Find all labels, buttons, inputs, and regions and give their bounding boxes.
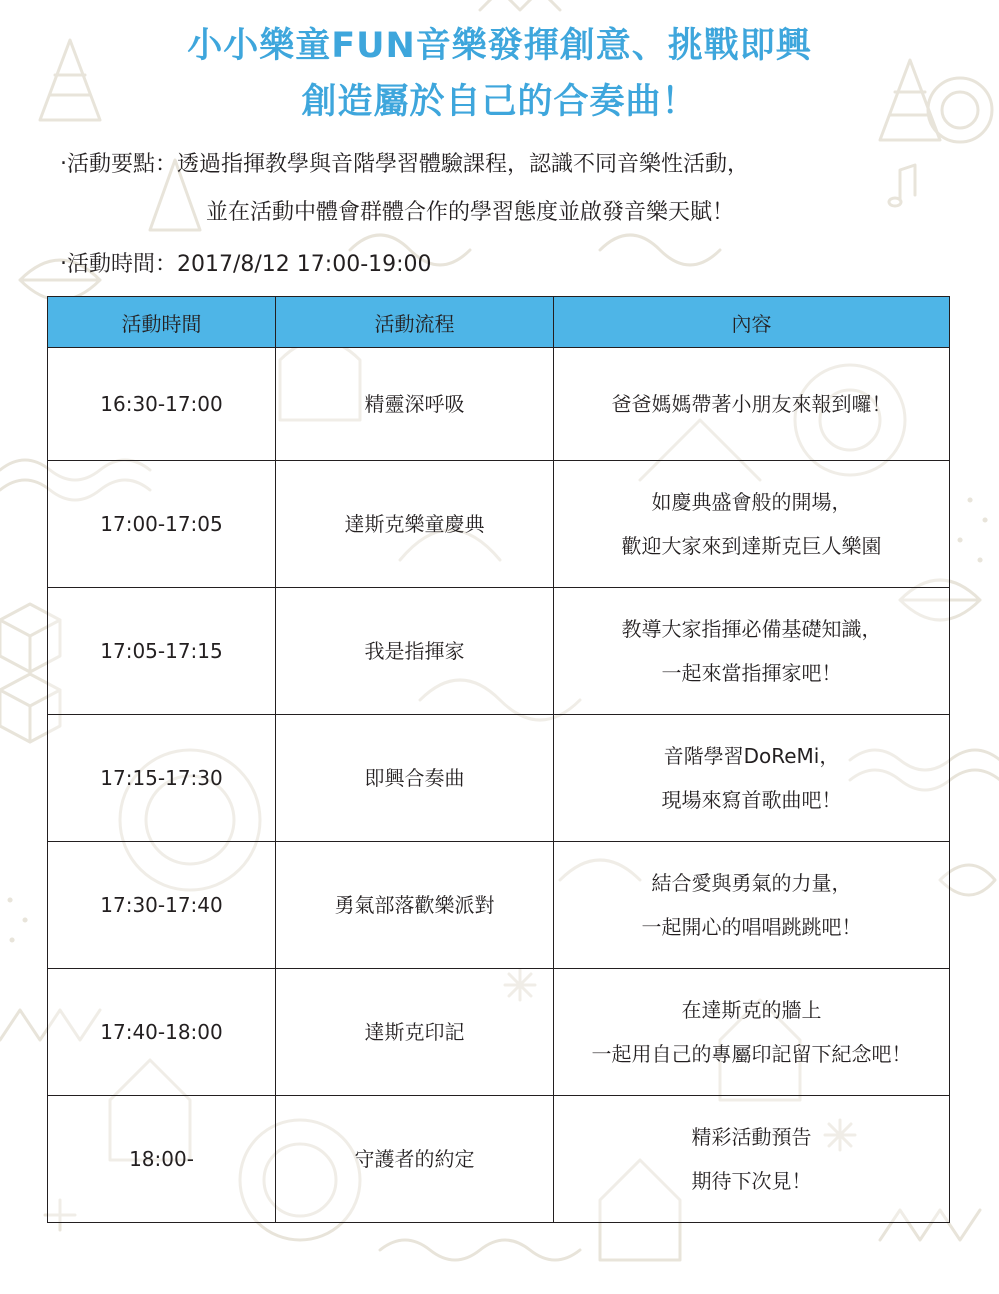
cell-time: 17:05-17:15 [48,588,276,715]
table-row [48,715,950,842]
cell-activity: 精靈深呼吸 [276,348,554,461]
cell-activity: 達斯克印記 [276,969,554,1096]
content-line: 現場來寫首歌曲吧！ [661,788,842,812]
cell-activity: 我是指揮家 [276,588,554,715]
table-header-row [48,297,950,348]
page-title-line1: 小小樂童FUN音樂發揮創意、挑戰即興 [187,26,812,66]
table-row [48,348,950,461]
table-row [48,969,950,1096]
page-title-line2: 創造屬於自己的合奏曲！ [301,82,698,122]
cell-content [554,842,950,969]
content-line: 一起來當指揮家吧！ [661,661,842,685]
cell-time: 17:00-17:05 [48,461,276,588]
cell-time: 17:40-18:00 [48,969,276,1096]
table-row [48,461,950,588]
table-row [48,1096,950,1223]
content-line: 歡迎大家來到達斯克巨人樂園 [621,534,882,558]
content-line: 結合愛與勇氣的力量， [651,871,852,895]
content-line: 爸爸媽媽帶著小朋友來報到囉！ [611,392,892,416]
content-line: 期待下次見！ [691,1169,812,1193]
cell-activity: 達斯克樂童慶典 [276,461,554,588]
cell-content [554,969,950,1096]
cell-time: 17:30-17:40 [48,842,276,969]
content-line: 一起用自己的專屬印記留下紀念吧！ [591,1042,912,1066]
content-line: 音階學習DoReMi， [663,744,840,768]
content-line: 一起開心的唱唱跳跳吧！ [641,915,862,939]
activity-time-line: ‧活動時間：2017/8/12 17:00-19:00 [60,252,432,277]
activity-point-line2: 並在活動中體會群體合作的學習態度並啟發音樂天賦！ [206,200,735,225]
cell-time: 18:00- [48,1096,276,1223]
cell-content [554,461,950,588]
cell-content [554,588,950,715]
content-line: 教導大家指揮必備基礎知識， [621,617,882,641]
activity-point-line1: ‧活動要點：透過指揮教學與音階學習體驗課程，認識不同音樂性活動， [60,152,749,177]
table-row [48,842,950,969]
schedule-table [47,296,950,1223]
column-header-time: 活動時間 [48,297,276,348]
cell-content [554,348,950,461]
cell-time: 17:15-17:30 [48,715,276,842]
column-header-content: 內容 [554,297,950,348]
cell-activity: 守護者的約定 [276,1096,554,1223]
content-line: 在達斯克的牆上 [681,998,822,1022]
cell-time: 16:30-17:00 [48,348,276,461]
content-line: 如慶典盛會般的開場， [651,490,852,514]
table-row [48,588,950,715]
content-line: 精彩活動預告 [691,1125,812,1149]
cell-content [554,1096,950,1223]
cell-activity: 勇氣部落歡樂派對 [276,842,554,969]
cell-content [554,715,950,842]
column-header-activity: 活動流程 [276,297,554,348]
cell-activity: 即興合奏曲 [276,715,554,842]
